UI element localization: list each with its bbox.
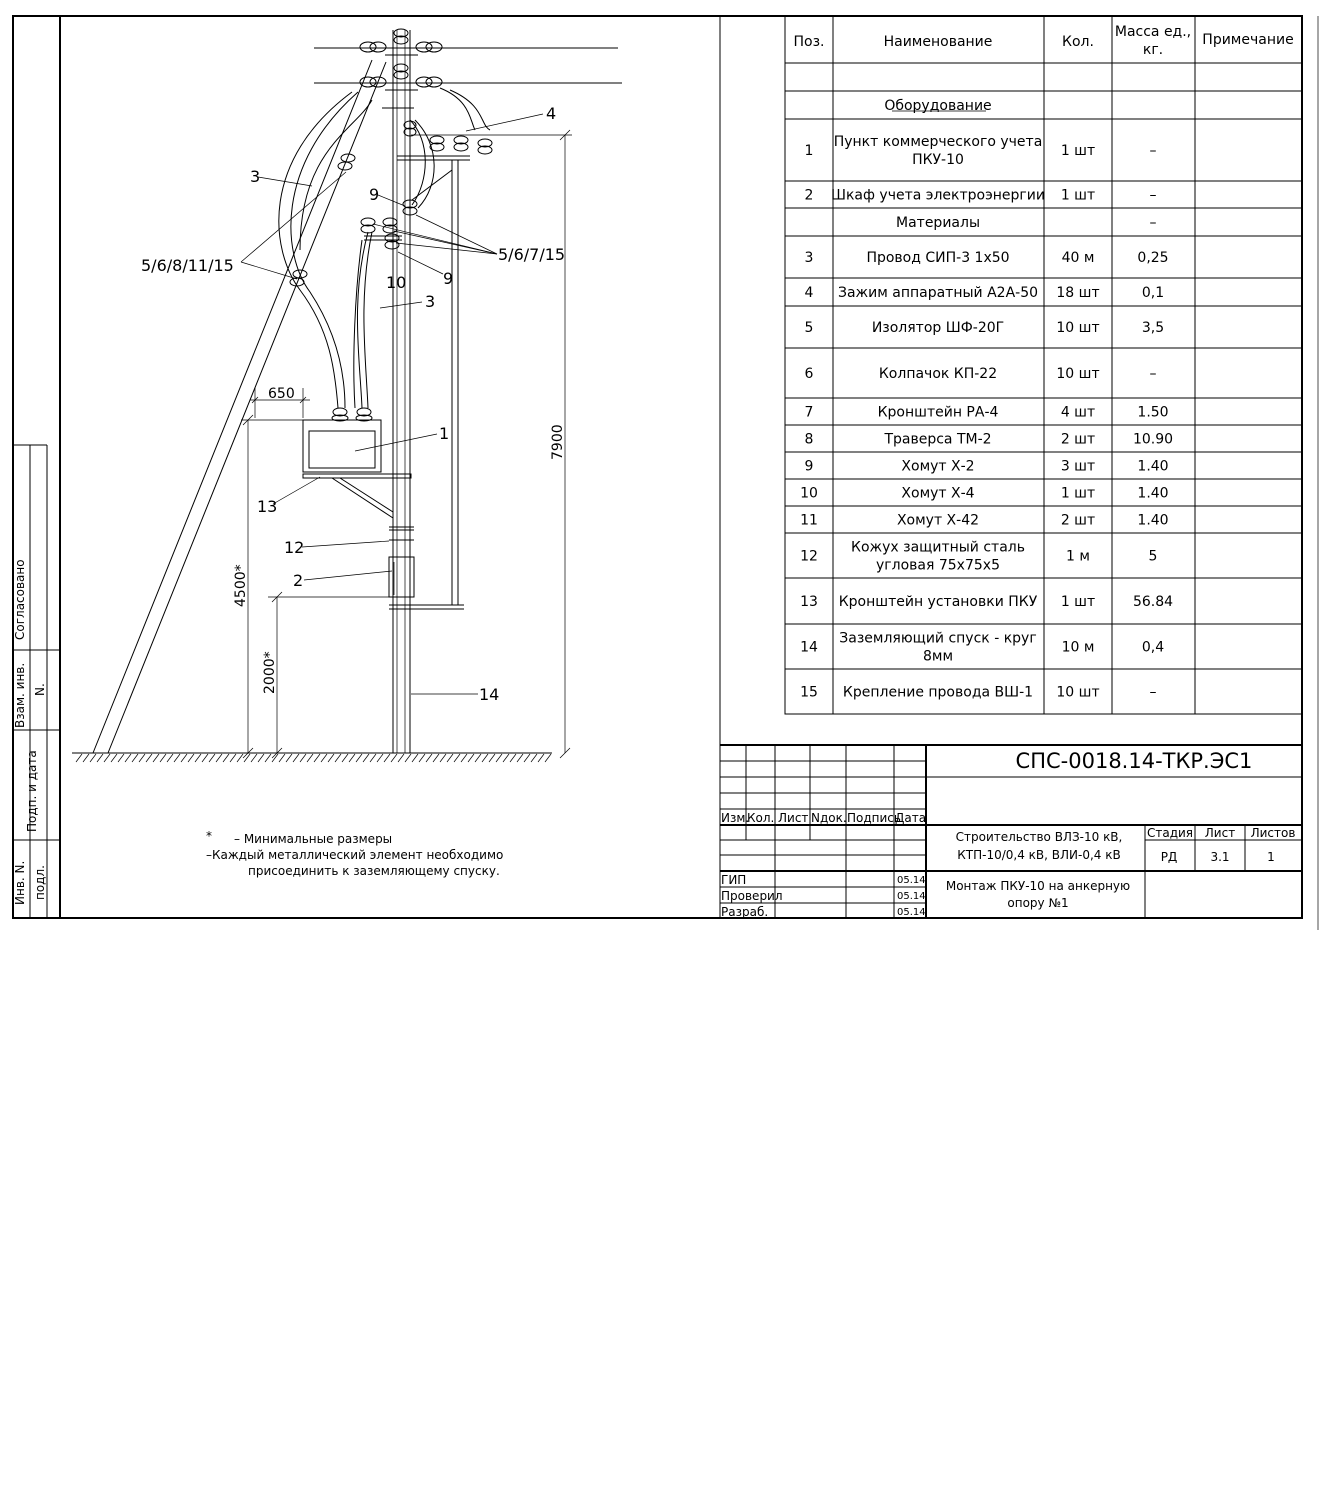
callout-4: 4 <box>546 104 557 123</box>
dim-7900: 7900 <box>550 424 566 460</box>
spec-qty: 10 шт <box>1056 366 1100 382</box>
ground-hatch <box>76 754 551 762</box>
spec-mass: – <box>1149 187 1157 204</box>
spec-mass: 10.90 <box>1132 431 1174 448</box>
tb-stage-label: Стадия <box>1146 826 1194 840</box>
spec-qty: 10 м <box>1061 639 1095 656</box>
spec-mass: 0,4 <box>1141 639 1165 656</box>
stamp-orig: подл. <box>33 865 47 900</box>
callout-3a: 3 <box>250 167 261 186</box>
callout-12: 12 <box>284 538 305 557</box>
spec-header-mass-2: кг. <box>1142 42 1164 58</box>
spec-qty: 10 шт <box>1056 320 1100 336</box>
spec-name: Зажим аппаратный А2А-50 <box>837 285 1039 301</box>
spec-name-line-2: ПКУ-10 <box>912 152 964 168</box>
spec-pos: 2 <box>804 187 814 204</box>
spec-pos: 12 <box>800 548 818 565</box>
note-line-2: –Каждый металлический элемент необходимо <box>206 848 504 862</box>
spec-name: Шкаф учета электроэнергии <box>831 187 1045 204</box>
spec-pos: 3 <box>804 250 814 266</box>
spec-qty: 1 м <box>1066 548 1090 565</box>
callout-9b: 9 <box>443 269 454 288</box>
tb-role-developed: Разраб. <box>721 905 769 919</box>
spec-table <box>785 16 1302 714</box>
spec-header-mass-1: Масса ед., <box>1114 24 1192 40</box>
tb-col-izm: Изм. <box>721 811 750 825</box>
spec-mass: – <box>1149 215 1157 231</box>
spec-pos: 4 <box>804 285 814 301</box>
spec-name: Изолятор ШФ-20Г <box>871 320 1005 336</box>
spec-name: Оборудование <box>884 98 992 114</box>
spec-name: Провод СИП-3 1х50 <box>866 250 1010 266</box>
callout-1: 1 <box>439 424 450 443</box>
tb-project-line-2: КТП-10/0,4 кВ, ВЛИ-0,4 кВ <box>957 848 1121 862</box>
spec-mass: – <box>1149 684 1157 701</box>
spec-pos: 5 <box>804 320 814 336</box>
spec-name-line-2: угловая 75х75х5 <box>876 557 1000 574</box>
spec-name-line-2: 8мм <box>922 648 954 665</box>
spec-pos: 15 <box>800 684 818 701</box>
tb-sheet-label: Лист <box>1204 826 1236 840</box>
spec-name: Кронштейн установки ПКУ <box>838 594 1038 610</box>
spec-name: Материалы <box>896 215 980 231</box>
spec-qty: 18 шт <box>1056 285 1100 301</box>
spec-pos: 14 <box>800 639 818 656</box>
spec-header-name: Наименование <box>883 34 993 50</box>
spec-name: Хомут Х-4 <box>901 485 975 502</box>
callout-3b: 3 <box>425 292 436 311</box>
spec-pos: 10 <box>800 485 818 502</box>
pole-drawing <box>72 29 622 878</box>
spec-mass: – <box>1149 366 1157 382</box>
callout-group-left: 5/6/8/11/15 <box>141 256 234 275</box>
spec-pos: 9 <box>804 458 814 475</box>
stamp-inv-replace: Взам. инв. <box>13 662 27 728</box>
title-block <box>720 745 1302 919</box>
tb-sheets-label: Листов <box>1250 826 1296 840</box>
stamp-inv-orig: Инв. N. <box>13 860 27 905</box>
spec-name: Колпачок КП-22 <box>878 366 998 382</box>
spec-pos: 6 <box>804 366 814 382</box>
stamp-agreed: Согласовано <box>13 559 27 640</box>
spec-qty: 3 шт <box>1060 458 1096 475</box>
tb-role-gip: ГИП <box>721 873 747 887</box>
tb-date-gip: 05.14 <box>897 875 926 886</box>
note-line-1: – Минимальные размеры <box>234 832 393 846</box>
spec-mass: 0,25 <box>1137 250 1169 266</box>
tb-col-ndok: Nдок. <box>811 811 847 825</box>
callout-2: 2 <box>293 571 304 590</box>
spec-qty: 2 шт <box>1060 512 1096 529</box>
stamp-num: N. <box>33 683 47 696</box>
spec-qty: 2 шт <box>1060 431 1096 448</box>
leader-lines <box>241 114 543 580</box>
spec-header-qty: Кол. <box>1062 34 1094 50</box>
spec-mass: 1.50 <box>1137 404 1169 421</box>
spec-name: Кожух защитный сталь <box>851 539 1025 556</box>
spec-name: Хомут Х-2 <box>901 458 975 475</box>
tb-col-podpis: Подпись <box>847 811 901 825</box>
tb-col-data: Дата <box>895 811 927 825</box>
spec-mass: 3,5 <box>1141 320 1165 336</box>
spec-mass: 0,1 <box>1141 285 1165 301</box>
tb-stage: РД <box>1160 850 1178 864</box>
callout-9a: 9 <box>369 185 380 204</box>
spec-name: Крепление провода ВШ-1 <box>842 684 1034 701</box>
callout-14: 14 <box>479 685 500 704</box>
spec-qty: 1 шт <box>1060 485 1096 502</box>
sheet-frame <box>13 16 1318 930</box>
stamp-sign-date: Подп. и дата <box>25 750 39 832</box>
tb-col-kol: Кол. <box>747 811 775 825</box>
spec-mass: 1.40 <box>1137 512 1169 529</box>
spec-name: Траверса ТМ-2 <box>884 431 992 448</box>
tb-title-line-2: опору №1 <box>1007 896 1069 910</box>
pku-10-unit <box>303 408 411 518</box>
callout-13: 13 <box>257 497 278 516</box>
spec-qty: 4 шт <box>1060 404 1096 421</box>
spec-mass: – <box>1149 143 1157 159</box>
tb-doc-code: СПС-0018.14-ТКР.ЭС1 <box>1015 749 1253 773</box>
spec-mass: 1.40 <box>1137 485 1169 502</box>
tb-sheet: 3.1 <box>1210 850 1230 864</box>
tb-role-checked: Проверил <box>721 889 783 903</box>
side-stamp <box>13 445 60 918</box>
tb-date-developed: 05.14 <box>897 907 926 918</box>
spec-mass: 1.40 <box>1137 458 1169 475</box>
tb-project-line-1: Строительство ВЛЗ-10 кВ, <box>955 830 1123 844</box>
spec-qty: 1 шт <box>1060 143 1096 159</box>
middle-insulators <box>361 200 417 249</box>
callout-10: 10 <box>386 273 407 292</box>
spec-name: Хомут Х-42 <box>896 512 980 529</box>
note-line-3: присоединить к заземляющему спуску. <box>248 864 500 878</box>
spec-name: Кронштейн РА-4 <box>877 404 999 421</box>
note-mark: * <box>206 829 212 843</box>
tb-title-line-1: Монтаж ПКУ-10 на анкерную <box>945 879 1131 893</box>
spec-pos: 13 <box>800 594 818 610</box>
spec-qty: 1 шт <box>1060 594 1096 610</box>
spec-pos: 11 <box>800 512 818 529</box>
spec-pos: 8 <box>804 431 814 448</box>
spec-pos: 1 <box>804 143 814 159</box>
dim-4500: 4500* <box>233 564 249 607</box>
upper-traverse <box>397 136 492 605</box>
tb-col-list: Лист <box>778 811 809 825</box>
spec-header-note: Примечание <box>1202 32 1294 48</box>
spec-mass: 5 <box>1148 548 1158 565</box>
spec-name: Пункт коммерческого учета <box>833 134 1043 150</box>
spec-qty: 10 шт <box>1056 684 1100 701</box>
dim-2000: 2000* <box>262 651 278 694</box>
tb-sheets: 1 <box>1267 850 1275 864</box>
spec-mass: 56.84 <box>1132 594 1174 610</box>
strut-pole <box>93 60 372 753</box>
tb-date-checked: 05.14 <box>897 891 926 902</box>
spec-header-pos: Поз. <box>793 34 825 50</box>
callout-group-right: 5/6/7/15 <box>498 245 566 264</box>
dim-650: 650 <box>268 386 295 402</box>
meter-cabinet <box>389 557 464 609</box>
spec-pos: 7 <box>804 404 814 421</box>
spec-qty: 40 м <box>1061 250 1095 266</box>
spec-qty: 1 шт <box>1060 187 1096 204</box>
spec-name: Заземляющий спуск - круг <box>839 630 1037 647</box>
